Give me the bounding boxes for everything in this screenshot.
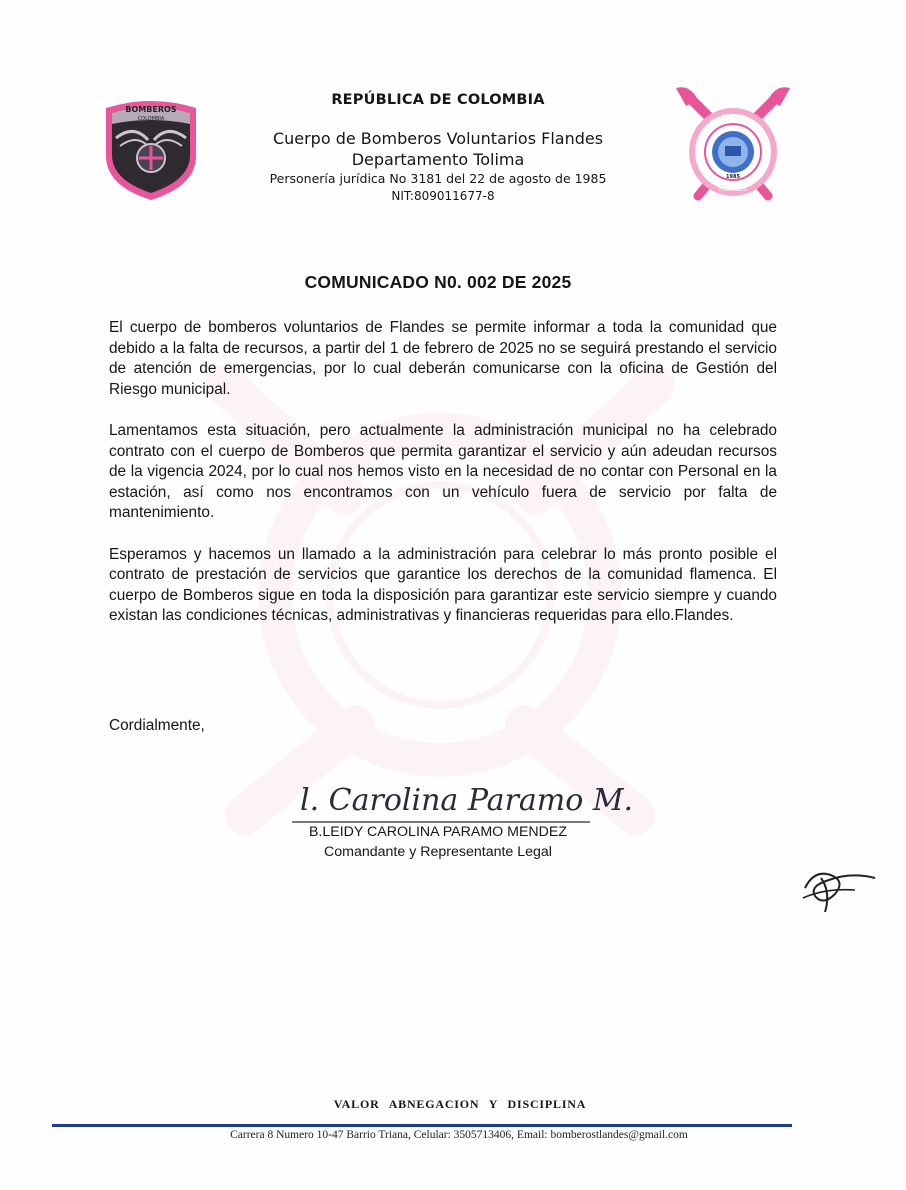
- letter-body: [109, 318, 777, 648]
- logo-left-bottom-text: COLOMBIA: [137, 116, 165, 122]
- body-paragraph-1: El cuerpo de bomberos voluntarios de Flandes se permite informar a toda la comunidad que debido a la falta de recursos, a partir del 1 de febrero de 2025 no se seguirá prestando el servicio de atención de emergencias, por lo cual deberán comunicarse con la oficina de Gestión del Riesgo municipal.: [109, 319, 777, 398]
- logo-right-top-text: TOLIMA: [721, 114, 745, 121]
- flandes-firefighters-emblem-logo: [668, 86, 798, 211]
- document-title: COMUNICADO N0. 002 DE 2025: [304, 272, 572, 292]
- logo-right-bottom-text: FLANDES: [719, 186, 747, 193]
- closing-salutation: Cordialmente,: [109, 717, 205, 734]
- country-heading: REPÚBLICA DE COLOMBIA: [331, 92, 545, 108]
- footer-divider: [52, 1124, 792, 1127]
- signer-name: B.LEIDY CAROLINA PARAMO MENDEZ: [308, 824, 568, 840]
- department-name: Departamento Tolima: [351, 150, 525, 169]
- body-paragraph-2: Lamentamos esta situación, pero actualmente la administración municipal no ha celebrado contrato con el cuerpo de Bomberos que permita garantizar el servicio y aún adeudan recursos de la vigencia 2024, por lo cual nos hemos visto en la necesidad de no contar con Personal en la estación, así como nos encontramos con un vehículo fuera de servicio por falta de mantenimiento.: [109, 422, 777, 521]
- signer-block: [288, 822, 588, 862]
- institutional-motto: VALOR ABNEGACION Y DISCIPLINA: [333, 1097, 587, 1111]
- signer-role: Comandante y Representante Legal: [324, 844, 552, 860]
- body-paragraph-3: Esperamos y hacemos un llamado a la administración para celebrar lo más pronto posible el contrato de prestación de servicios que garantice los derechos de la comunidad flamenca. El cuerpo de Bomberos sigue en toda la disposición para garantizar este servicio siempre y cuando existan las condiciones técnicas, administrativas y financieras requeridas para ello.Flandes.: [109, 545, 777, 624]
- bomberos-colombia-shield-logo: [96, 94, 206, 204]
- contact-address: Carrera 8 Numero 10-47 Barrio Triana, Celular: 3505713406, Email: bomberostlandes@gmail.com: [230, 1129, 688, 1141]
- organization-name: Cuerpo de Bomberos Voluntarios Flandes: [272, 129, 604, 148]
- initials-rubric: [795, 858, 880, 918]
- handwritten-signature: [290, 770, 640, 830]
- svg-text:l. Carolina Paramo M.: l. Carolina Paramo M.: [300, 783, 634, 818]
- logo-right-year-text: 1985: [726, 174, 740, 180]
- legal-status: Personería jurídica No 3181 del 22 de agosto de 1985: [269, 171, 607, 186]
- nit-number: NIT:809011677-8: [391, 189, 495, 203]
- letterhead-text: [230, 92, 646, 205]
- logo-left-top-text: BOMBEROS: [125, 105, 177, 114]
- letterhead: [0, 0, 906, 230]
